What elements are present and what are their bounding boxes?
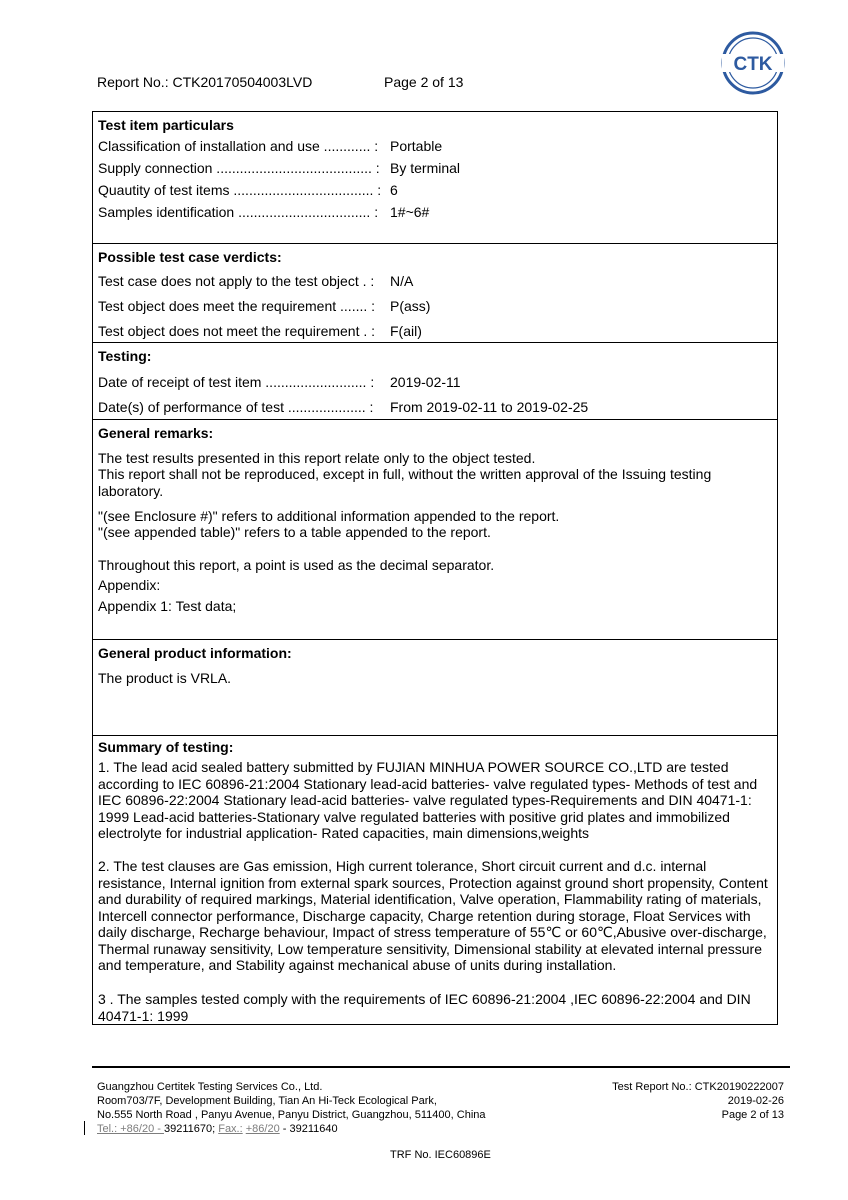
footer-divider bbox=[92, 1066, 790, 1068]
footer-address-line2: No.555 North Road , Panyu Avenue, Panyu District, Guangzhou, 511400, China bbox=[97, 1109, 486, 1121]
section-title: General product information: bbox=[98, 645, 292, 661]
row-value: By terminal bbox=[390, 160, 461, 176]
remark-text: "(see Enclosure #)" refers to additional information appended to the report. bbox=[98, 508, 560, 524]
row-value: Portable bbox=[390, 138, 443, 154]
summary-paragraph: 3 . The samples tested comply with the requirements of IEC 60896-21:2004 ,IEC 60896-22:2004 and DIN 40471-1: 1999 bbox=[98, 991, 751, 1024]
row-value: F(ail) bbox=[390, 323, 422, 339]
summary-section bbox=[92, 735, 778, 1025]
row-label: Classification of installation and use ............ : bbox=[98, 138, 379, 154]
row-label: Test object does meet the requirement ....... : bbox=[98, 298, 376, 314]
section-title: Test item particulars bbox=[98, 117, 234, 133]
footer-test-report-no: Test Report No.: CTK20190222007 bbox=[612, 1081, 784, 1093]
summary-paragraph: 1. The lead acid sealed battery submitted by FUJIAN MINHUA POWER SOURCE CO.,LTD are tested according to IEC 60896-21:2004 Stationary lead-acid batteries- valve regulated types- Methods of test and IEC 60896-22:2004 Stationary lead-acid batteries- valve regulated types-Requirements and DIN 40471-1: 1999 Lead-acid batteries-Stationary valve regulated batteries with positive grid plates and immobilized electrolyte for industrial application- Rated capacities, main dimensions,weights bbox=[98, 759, 758, 841]
remark-text: Appendix: bbox=[98, 577, 161, 593]
section-title: Summary of testing: bbox=[98, 739, 234, 755]
footer-trf-number: TRF No. IEC60896E bbox=[390, 1149, 491, 1161]
row-label: Quautity of test items .................................... : bbox=[98, 182, 382, 198]
footer-page: Page 2 of 13 bbox=[721, 1109, 784, 1121]
verdicts-section bbox=[92, 243, 778, 343]
tel-number: 39211670; bbox=[163, 1123, 216, 1135]
product-info-text: The product is VRLA. bbox=[98, 670, 232, 686]
ctk-logo bbox=[720, 30, 786, 96]
report-number: Report No.: CTK20170504003LVD bbox=[97, 74, 313, 90]
remark-text: "(see appended table)" refers to a table appended to the report. bbox=[98, 524, 491, 540]
text-cursor-mark bbox=[84, 1121, 85, 1135]
row-label: Samples identification .................................. : bbox=[98, 204, 379, 220]
row-value: 1#~6# bbox=[390, 204, 430, 220]
tel-link[interactable]: Tel.: +86/20 - bbox=[97, 1123, 164, 1135]
row-value: 6 bbox=[390, 182, 398, 198]
product-info-section bbox=[92, 639, 778, 736]
row-label: Date(s) of performance of test .................... : bbox=[98, 399, 374, 415]
footer-date: 2019-02-26 bbox=[727, 1095, 784, 1107]
fax-link[interactable]: Fax.: bbox=[218, 1123, 243, 1135]
remark-text: The test results presented in this report relate only to the object tested. bbox=[98, 450, 536, 466]
fax-prefix[interactable]: +86/20 bbox=[245, 1123, 280, 1135]
row-label: Supply connection ........................................ : bbox=[98, 160, 380, 176]
section-title: General remarks: bbox=[98, 425, 214, 441]
row-value: From 2019-02-11 to 2019-02-25 bbox=[390, 399, 589, 415]
testing-section bbox=[92, 342, 778, 420]
remark-text: This report shall not be reproduced, except in full, without the written approval of the Issuing testing laboratory. bbox=[98, 466, 712, 499]
row-value: N/A bbox=[390, 273, 414, 289]
footer-address-line1: Room703/7F, Development Building, Tian An Hi-Teck Ecological Park, bbox=[97, 1095, 437, 1107]
page-number: Page 2 of 13 bbox=[384, 74, 464, 90]
section-title: Testing: bbox=[98, 348, 152, 364]
remark-text: Appendix 1: Test data; bbox=[98, 598, 237, 614]
section-title: Possible test case verdicts: bbox=[98, 249, 282, 265]
remark-text: Throughout this report, a point is used as the decimal separator. bbox=[98, 557, 495, 573]
footer-contact bbox=[97, 1122, 338, 1136]
footer-company: Guangzhou Certitek Testing Services Co., Ltd. bbox=[97, 1081, 323, 1093]
row-label: Test object does not meet the requirement . : bbox=[98, 323, 376, 339]
row-value: 2019-02-11 bbox=[390, 374, 461, 390]
row-value: P(ass) bbox=[390, 298, 431, 314]
general-remarks-section bbox=[92, 419, 778, 640]
test-item-particulars-section bbox=[92, 111, 778, 244]
summary-paragraph: 2. The test clauses are Gas emission, High current tolerance, Short circuit current and d.c. internal resistance, Internal ignition from external spark sources, Protection against ground short propensity, Content and durability of required markings, Material identification, Valve operation, Flammability rating of materials, Intercell connector performance, Discharge capacity, Charge retention during storage, Float Services with daily discharge, Recharge behaviour, Impact of stress temperature of 55℃ or 60℃,Abusive over-discharge, Thermal runaway sensitivity, Low temperature sensitivity, Dimensional stability at elevated internal pressure and temperature, and Stability against mechanical abuse of units during installation. bbox=[98, 858, 768, 973]
row-label: Test case does not apply to the test object . : bbox=[98, 273, 375, 289]
row-label: Date of receipt of test item .......................... : bbox=[98, 374, 375, 390]
logo-text: CTK bbox=[733, 54, 773, 75]
fax-number: - 39211640 bbox=[279, 1123, 338, 1135]
